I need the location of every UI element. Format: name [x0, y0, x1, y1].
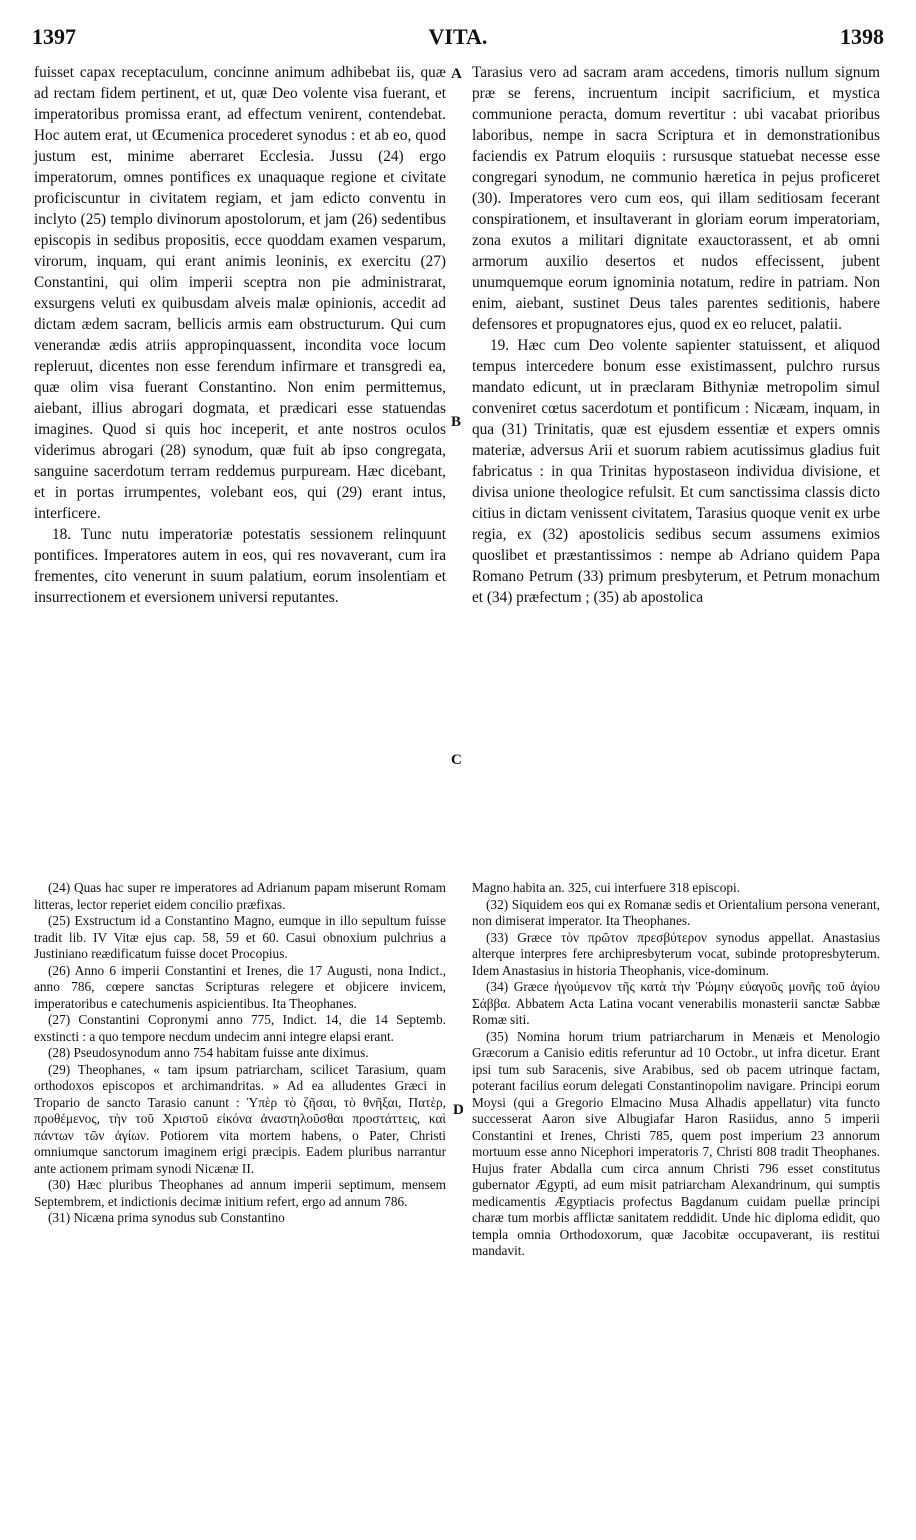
footnote-24: (24) Quas hac super re imperatores ad Adrianum papam miserunt Romam litteras, lector reperiet eidem concilio præfixas.	[34, 880, 446, 912]
footnote-29: (29) Theophanes, « tam ipsum patriarcham, scilicet Tarasium, quam orthodoxos episcopos et archimandritas. » Ad ea alludentes Græci in Tropario de sancto Tarasio canunt : Ὑπὲρ τὸ ζῆσαι, τὸ θνῆξαι, Πατὲρ, προθέμενος, τὴν τοῦ Χριστοῦ εἰκόνα ἀναστηλοῦσθαι προστάττεις, καὶ πάντων τῶν ἁγίων. Potiorem vita mortem habens, o Pater, Christi omniumque sanctorum imaginem erigi præcipis. Eadem pluribus narrantur ante actionem primam synodi Nicænæ II.	[34, 1061, 446, 1176]
page-number-right: 1398	[840, 24, 884, 49]
margin-marker-b: B	[451, 414, 462, 430]
footnote-28: (28) Pseudosynodum anno 754 habitam fuisse ante diximus.	[48, 1045, 369, 1060]
footnote-27: (27) Constantini Copronymi anno 775, Indict. 14, die 14 Septemb. exstincti : a quo tempore necdum undecim anni integre elapsi erant.	[34, 1012, 446, 1044]
main-text-right-column	[472, 62, 880, 608]
footnote-33: (33) Græce τὸν πρῶτον πρεσβύτερον synodus appellat. Anastasius alterque interpres fere archipresbyterum vocat, subinde protopresbyterum. Idem Anastasius in historia Theophanis, vice-dominum.	[472, 929, 880, 978]
footnote-34: (34) Græce ἡγούμενον τῆς κατὰ τὴν Ῥώμην εὐαγοῦς μονῆς τοῦ ἁγίου Σάββα. Abbatem Acta Latina vocant venerabilis monasterii sanctæ Sabbæ Romæ siti.	[472, 979, 880, 1027]
footnote-31-continued: Magno habita an. 325, cui interfuere 318 episcopi.	[472, 880, 741, 895]
footnote-35: (35) Nomina horum trium patriarcharum in Menæis et Menologio Græcorum a Canisio editis referuntur ad 10 Octobr., ut infra dicetur. Erant ipsi tum sub Saracenis, sive Arabibus, sed ob pacem utrinque factam, poterant facilius eorum delegati Constantinopolim navigare. Principi eorum Moysi (qui a Gregorio Elmacino Musa Alhadis appellatur) vita functo successerat Aaron sive Albugiafar Haron Rasiidus, anno 5 imperii Constantini et Irenes, Christi 785, quem post imperium 23 annorum mortuum esse anno Nicephori imperatoris 7, Christi 808 tradit Theophanes. Hujus frater Abdalla cum circa annum Christi 796 esset constitutus gubernator Ægypti, ad eum misit patriarcham Alexandrinum, qui sumptis medicamentis Ægyptiacis profectus Bagdanum cuidam puellæ principi charæ tum morbis afflictæ sanitatem reddidit. Unde hic diploma edidit, quo templa omnia Orthodoxorum, quæ Jacobitæ occupaverant, iis restitui mandavit.	[472, 1028, 880, 1258]
footnote-32: (32) Siquidem eos qui ex Romanæ sedis et Orientalium persona venerant, non dimiserat imperator. Ita Theophanes.	[472, 896, 880, 928]
footnote-26: (26) Anno 6 imperii Constantini et Irenes, die 17 Augusti, nona Indict., anno 786, cœpere sanctas Scripturas relegere et objicere invicem, imperatoribus e catechumenis aspicientibus. Ita Theophanes.	[34, 962, 446, 1011]
running-header	[32, 24, 884, 58]
footnote-31: (31) Nicæna prima synodus sub Constantino	[48, 1210, 285, 1225]
main-right-paragraph-continued: Tarasius vero ad sacram aram accedens, timoris nullum signum præ se ferens, incruentum incipit sacrificium, et mystica communione peracta, domum revertitur : ubi vacabat prioribus laboribus, nempe in sacra Scriptura et in demonstrationibus faciendis ex Patrum eloquiis : rursusque statuebat necesse esse congregari synodum, ne communio hæretica in pejus proficeret (30). Imperatores vero cum eos, qui illam seditiosam fecerant conspirationem, et insultaverant in gloriam eorum imperatoriam, zona exutos a militari dignitate exauctorassent, et ab omni armorum auxilio desertos et nudos effecissent, jubent unumquemque eorum ignominia notatum, redire in patriam. Non enim, aiebant, sustinet Deus tales parentes seditionis, habere defensores et propugnatores ejus, quod ex eo relucet, palatii.	[472, 64, 880, 333]
margin-marker-c: C	[451, 752, 462, 768]
main-text-left-column	[34, 62, 446, 608]
running-title: VITA.	[428, 24, 488, 49]
footnotes-left-column	[34, 880, 446, 1227]
footnotes-right-column	[472, 880, 880, 1260]
main-right-paragraph-19: 19. Hæc cum Deo volente sapienter statuissent, et aliquod tempus intercedere bonum esse existimassent, pulchro rursus mandato edicunt, ut in præclaram Bithyniæ metropolim simul conveniret cœtus sacerdotum et pontificum : Nicæam, inquam, in qua (31) Trinitatis, quæ est ejusdem essentiæ et expers omnis materiæ, adversus Arii et suorum rabiem acutissimus gladius fuit fabricatus : in qua Trinitas hypostaseon individua divisione, et divisa unione theologice refulsit. Et cum sanctissima classis dicto citius in dictam venissent civitatem, Tarasius quoque venit ex urbe regia, ex (32) apostolicis sedibus secum assumens eximios quoslibet et præstantissimos : nempe ab Adriano quidem Papa Romano Petrum (33) primum presbyterum, et Petrum monachum et (34) præfectum ; (35) ab apostolica	[472, 337, 880, 606]
margin-marker-d: D	[453, 1102, 464, 1118]
footnote-30: (30) Hæc pluribus Theophanes ad annum imperii septimum, mensem Septembrem, et indictionis decimæ initium refert, ergo ad annum 786.	[34, 1177, 446, 1209]
footnote-25: (25) Exstructum id a Constantino Magno, eumque in illo sepultum fuisse tradit lib. IV Vitæ ejus cap. 58, 59 et 60. Casui obnoxium pulchrius a Justiniano reædificatum fuisse docet Procopius.	[34, 913, 446, 961]
main-left-paragraph-18: 18. Tunc nutu imperatoriæ potestatis sessionem relinquunt pontifices. Imperatores autem in eos, qui res novaverant, cum ira frementes, cito venerunt in suum palatium, eorum insolentiam et insurrectionem et eversionem universi reputantes.	[34, 526, 446, 606]
page-number-left: 1397	[32, 24, 76, 49]
main-left-paragraph-continued: fuisset capax receptaculum, concinne animum adhibebat iis, quæ ad rectam fidem pertinent, et ut, quæ Deo volente visa fuerant, et imperatoribus promissa erant, ad effectum venirent, contendebat. Hoc autem erat, ut Œcumenica procederet synodus : et ab eo, quod justum est, minime aberraret Ecclesia. Jussu (24) ergo imperatorum, omnes pontifices ex unaquaque regione et civitate proficiscuntur in civitatem regiam, et jam edicto conventu in inclyto (25) templo divinorum apostolorum, et jam (26) sedentibus episcopis in sedibus propositis, ecce quoddam examen vesparum, virorum, inquam, qui erant animis leoninis, ex exercitu (27) Constantini, qui olim imperii sceptra non pie administrarat, exsurgens veluti ex quibusdam alveis malæ opinionis, accedit ad dictam ædem sacram, bellicis armis eam obstructurum. Qui cum venerandæ ædis atriis appropinquassent, incondita voce locum repleruut, dicentes non esse ferendum infirmare et transgredi ea, quæ olim visa fuerant Constantino. Non enim permittemus, aiebant, illius abrogari dogmata, et prædicari esse statuendas imagines. Quod si quis hoc inceperit, et ante nostros oculos viderimus abrogari (28) synodum, quæ fuit ab ipso congregata, sanguine sacerdotum terram reddemus purpuream. Hæc dicebant, et in portas irrumpentes, volebant eos, qui (29) erant intus, interficere.	[34, 64, 446, 522]
margin-marker-a: A	[451, 66, 462, 82]
